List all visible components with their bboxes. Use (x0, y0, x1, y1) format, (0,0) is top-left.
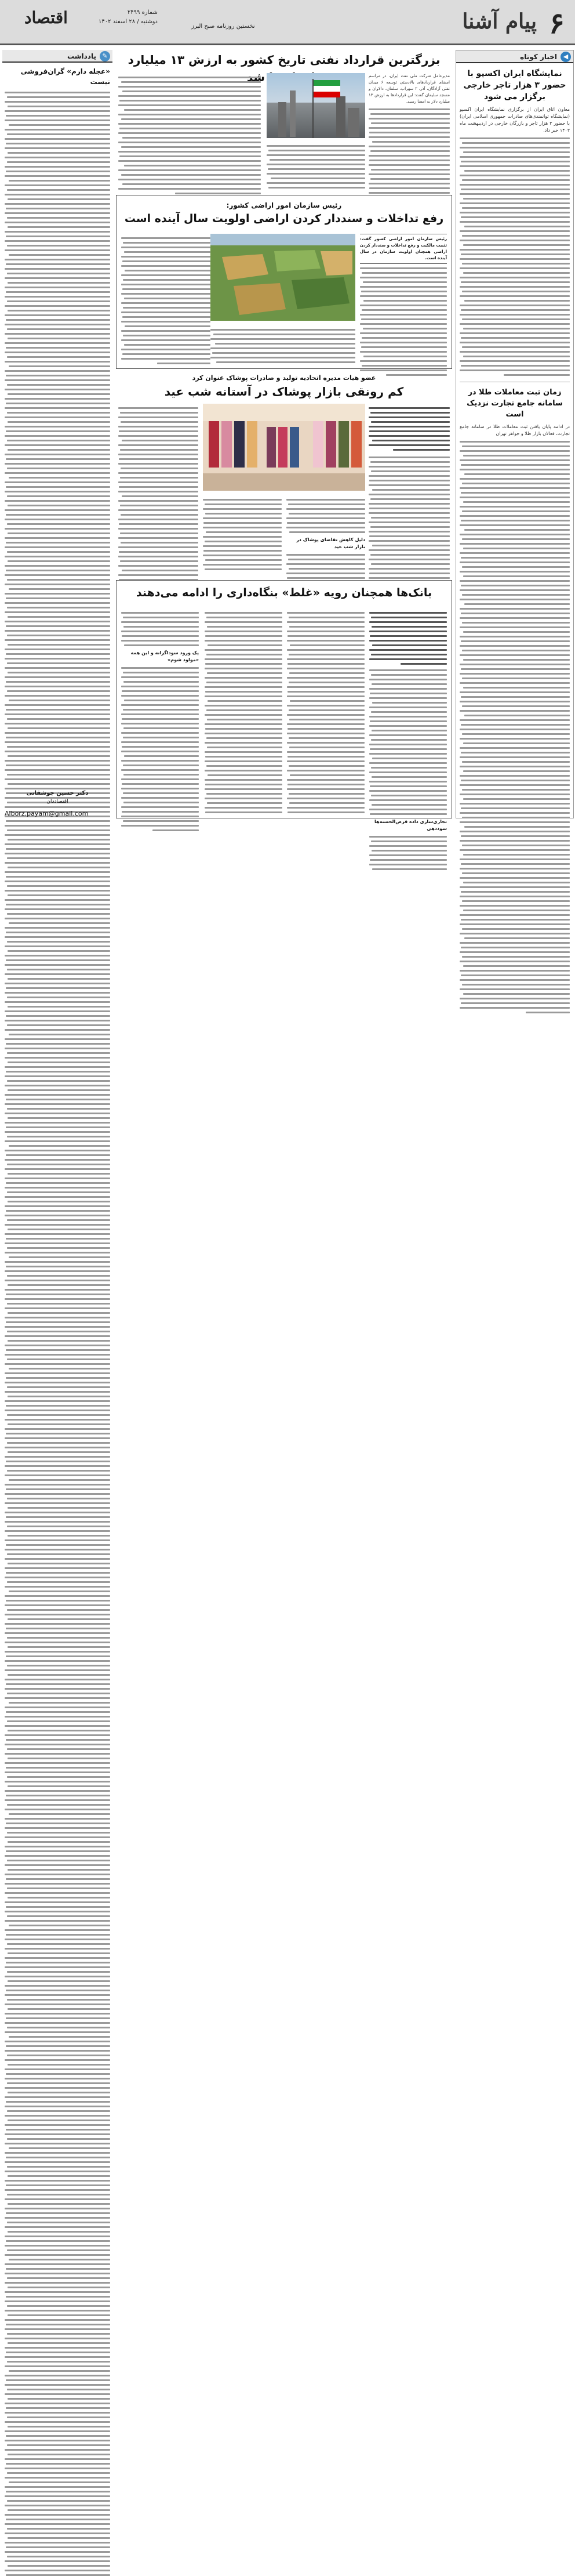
short-news-header-label: اخبار کوتاه (520, 53, 557, 61)
editorial-body (2, 92, 112, 2576)
article-apparel-subhead: دلیل کاهش تقاضای پوشاک در بازار شب عید (296, 537, 365, 549)
short-news-1-body (460, 137, 570, 376)
article-land-col2 (210, 325, 355, 363)
short-news-column (456, 50, 574, 818)
article-banks (116, 580, 452, 831)
article-apparel-col3 (203, 495, 282, 570)
oil-refinery-photo (267, 73, 365, 138)
editorial-title: «عجله دارم» گران‌فروشی نیست (20, 67, 110, 86)
article-banks-col2 (287, 608, 365, 813)
article-apparel-market (116, 374, 452, 577)
editorial-column (2, 50, 112, 818)
article-oil-col2 (267, 142, 365, 189)
short-news-2-title: زمان ثبت معاملات طلا در سامانه جامع تجارت نزدیک است (467, 388, 563, 419)
issue-date: دوشنبه / ۲۸ اسفند ۱۴۰۲ (99, 19, 158, 25)
issue-info (99, 8, 158, 27)
contact-email[interactable]: Alborz.payam@gmail.com (5, 810, 89, 817)
article-apparel-kicker: عضو هیات مدیره اتحادیه تولید و صادرات پوشاک عنوان کرد (192, 374, 376, 382)
masthead-brand (420, 6, 565, 41)
section-label-wrap (12, 8, 68, 27)
section-name: اقتصاد (24, 8, 68, 27)
article-banks-subhead-2: پک ورود سوداگرانه و این همه «مولود شوم» (130, 650, 199, 662)
article-oil-title: بزرگترین قرارداد نفتی تاریخ کشور به ارزش ۱۳ میلیارد شد (128, 53, 441, 84)
article-oil-col3 (118, 73, 261, 194)
editorial-author: دکتر حسین جوشقانی (26, 790, 89, 796)
article-banks-col4 (121, 608, 199, 831)
article-apparel-title: کم رونقی بازار پوشاک در آستانه شب عید (164, 385, 404, 398)
issue-number: شماره ۲۴۹۹ (127, 9, 158, 16)
short-news-1-lead: معاون اتاق ایران از برگزاری نمایشگاه ایران اکسپو (نمایشگاه توانمندی‌های صادرات جمهوری اسلامی ایران) با حضور ۳ هزار تاجر و بازرگان خارجی در اردیبهشت ماه ۱۴۰۳ خبر داد. (460, 107, 570, 133)
editorial-header (2, 50, 112, 63)
farmland-illustration (210, 234, 355, 321)
notepad-icon: ✎ (100, 51, 110, 61)
article-land-col1 (360, 234, 447, 376)
article-banks-title: بانک‌ها همچنان رویه «غلط» بنگاه‌داری را ادامه می‌دهند (136, 586, 432, 599)
apparel-store-photo (203, 404, 365, 491)
farmland-aerial-photo (210, 234, 355, 321)
article-land-lead: رئیس سازمان امور اراضی کشور گفت: تثبیت مالکیت و رفع تداخلات و سنددار کردن اراضی همچنان اولویت سازمان در سال آینده است. (360, 234, 447, 264)
newspaper-logo: پیام آشنا (462, 9, 537, 34)
short-news-header (456, 50, 573, 63)
tagline: نخستین روزنامه صبح البرز (191, 23, 255, 30)
editorial-header-label: یادداشت (67, 52, 96, 60)
article-apparel-col1 (369, 404, 450, 602)
article-oil-lead: مدیرعامل شرکت ملی نفت ایران، در مراسم امضای قراردادهای بالادستی توسعه ۶ میدان نفتی آزادگان، آذر، ۲ سهراب، سلمان، دالاوان و مسجد سلیمان گفت: این قراردادها به ارزش ۱۳ میلیارد دلار به امضا رسید. (369, 74, 450, 104)
article-land-kicker: رئیس سازمان امور اراضی کشور: (226, 201, 342, 209)
article-oil-col1 (369, 73, 450, 198)
short-news-2-body (460, 441, 570, 1013)
store-illustration (203, 404, 365, 491)
article-banks-subhead: تجاری‌سازی داده قرض‌الحسنه‌ها سوددهی (374, 819, 447, 831)
article-land-affairs (116, 195, 452, 369)
article-banks-col1 (369, 608, 447, 870)
masthead (0, 0, 575, 45)
article-land-col3 (121, 234, 210, 364)
article-banks-col3 (205, 608, 282, 813)
short-news-1-title: نمایشگاه ایران اکسپو با حضور ۳ هزار تاجر خارجی برگزار می شود (463, 69, 566, 102)
editorial-author-role: اقتصاددان (46, 799, 68, 805)
refinery-illustration (267, 73, 365, 138)
short-news-2-lead: در ادامه پایان یافتن ثبت معاملات طلا در سامانه جامع تجارت، فعالان بازار طلا و جواهر تهران (460, 424, 570, 436)
article-land-title: رفع تداخلات و سنددار کردن اراضی اولویت سال آینده است (124, 212, 444, 225)
article-oil-contract (116, 50, 452, 189)
page-number: ۶ (549, 6, 565, 40)
megaphone-icon: ◀ (561, 52, 571, 62)
